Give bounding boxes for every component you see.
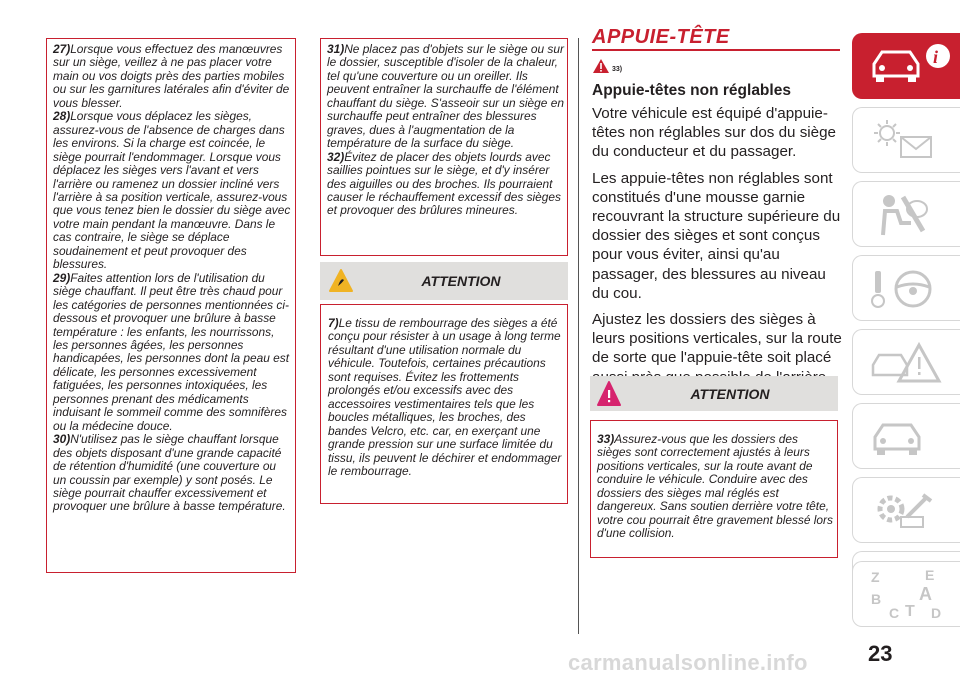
paragraph: Les appuie-têtes non réglables sont constitués d'une mousse garnie recouvrant la structure supérieure du dossier des sièges et sont conçus pour vous éviter, ainsi qu'au passager, des blessures au niveau du cou. <box>592 169 841 302</box>
section-title: APPUIE-TÊTE <box>592 26 730 48</box>
note-text: Lorsque vous effectuez des manœuvres sur un siège, veillez à ne pas placer votre main ou vos doigts près des parties mobiles ou sur les garnitures latérales afin d'éviter de vous blesser. <box>53 42 290 110</box>
note-28 <box>53 110 292 271</box>
watermark: carmanualsonline.info <box>568 650 808 675</box>
note-text: Lorsque vous déplacez les sièges, assurez-vous de l'absence de charges dans les environs. Si la charge est coincée, le siège pourrait l'endommager. Lorsque vous déplacez les sièges vers l'avant et vers l'arrière ou ramenez un dossier incliné vers l'arrière à sa position verticale, assurez-vous que vous tenez bien le dossier du siège avec votre main pendant la manœuvre. Dans le cas contraire, le siège se déplace soudainement et peut provoquer des blessures. <box>53 109 291 272</box>
index-letters-icon <box>867 566 947 622</box>
index-letter: D <box>931 605 942 621</box>
note-text: Assurez-vous que les dossiers des sièges sont correctement ajustés à leurs positions verticales, sur la route avant de conduire le véhicule. Conduire avec des dossiers des sièges mal réglés est dangereux. Sans soutien derrière votre tête, votre cou pourrait être gravement blessé lors d'une collision. <box>597 432 833 541</box>
svg-text:i: i <box>933 47 939 67</box>
airbag-safety-icon <box>867 191 947 239</box>
page-number: 23 <box>868 641 893 666</box>
index-letter: C <box>889 605 900 621</box>
index-letter: E <box>925 567 935 583</box>
tab-index[interactable] <box>852 561 960 627</box>
note-number: 28) <box>53 109 71 124</box>
attention-note-7 <box>328 317 563 478</box>
note-text: N'utilisez pas le siège chauffant lorsque des objets disposant d'une grande capacité de rétention d'humidité (une couverture ou un coussin par exemple) y sont posés. Le siège pourrait chauffer excessivement et provoquer une brûlure à basse température. <box>53 432 286 514</box>
note-27 <box>53 43 292 110</box>
note-number: 30) <box>53 432 71 447</box>
warning-icon <box>328 268 354 294</box>
note-number: 7) <box>328 316 339 330</box>
tab-maintenance[interactable] <box>852 403 960 469</box>
index-letter: A <box>919 584 932 604</box>
body-text <box>592 104 842 413</box>
tab-driving[interactable] <box>852 255 960 321</box>
car-info-icon <box>866 42 956 90</box>
tab-dashboard-lights[interactable] <box>852 107 960 173</box>
attention-title: ATTENTION <box>690 385 770 402</box>
paragraph: Ajustez les dossiers des sièges à leurs positions verticales, sur la route de sorte que l'appuie-tête soit placé <box>592 311 842 367</box>
index-letter: B <box>871 591 882 607</box>
note-number: 29) <box>53 270 71 285</box>
attention-title: ATTENTION <box>421 273 501 289</box>
notes-box-middle <box>320 38 568 256</box>
dashboard-lights-icon <box>867 117 947 165</box>
subheading: Appuie-têtes non réglables <box>592 82 791 99</box>
attention-body-right <box>590 420 838 558</box>
warning-icon <box>596 380 622 408</box>
note-number: 31) <box>327 42 345 56</box>
note-number: 32) <box>327 149 345 164</box>
tab-emergency[interactable] <box>852 329 960 395</box>
steering-wheel-icon <box>867 265 947 313</box>
index-letter: T <box>905 603 915 620</box>
tab-technical-data[interactable] <box>852 477 960 543</box>
tab-safety[interactable] <box>852 181 960 247</box>
technical-specs-icon <box>867 487 947 535</box>
section-rule <box>592 49 840 51</box>
index-letter: Z <box>871 569 880 585</box>
tab-car-info[interactable] <box>852 33 960 99</box>
note-number: 27) <box>53 42 71 56</box>
note-31 <box>327 43 564 151</box>
attention-body-middle <box>320 304 568 504</box>
danger-icon <box>592 58 610 74</box>
note-29 <box>53 272 292 433</box>
maintenance-car-icon <box>867 413 947 461</box>
note-text: Le tissu de rembourrage des sièges a été conçu pour résister à un usage à long terme résultant d'une utilisation normale du véhicule. Toutefois, certaines précautions sont requises. Évitez les frottements prolongés et/ou excessifs avec des accessoires vestimentaires tels que les boucles métalliques, les broches, des bandes Velcro, etc. car, en exerçant une grande pression sur une surface limitée du tissu, ils peuvent le déchirer et endommager le rembourrage. <box>328 316 562 478</box>
note-30 <box>53 433 292 514</box>
paragraph: Votre véhicule est équipé d'appuie-têtes non réglables sur dos du siège du conducteur et du passager. <box>592 105 837 161</box>
note-reference: 33) <box>612 66 623 73</box>
column-divider <box>578 38 579 634</box>
note-32 <box>327 151 564 218</box>
note-number: 33) <box>597 432 615 446</box>
note-text: Ne placez pas d'objets sur le siège ou sur le dossier, susceptible d'isoler de la chaleur, tel qu'une couverture ou un oreiller. Ils peuvent entraîner la surchauffe de l'élément chauffant du siège. S'asseoir sur un siège en surchauffe peut entraîner des blessures graves, dues à l'augmentation de la température de la surface du siège. <box>327 42 564 151</box>
note-text: Faites attention lors de l'utilisation du siège chauffant. Il peut être très chaud pour les catégories de personnes mentionnées ci-dessous et provoquer une brûlure à basse température : les enfants, les nourrissons, les personnes âgées, les personnes handicapées, les personnes dont la peau est délicate, les personnes excessivement fatiguées, les personnes intoxiquées, les personnes prenant des médicaments induisant le sommeil comme des somnifères ou la médecine douce. <box>53 270 290 433</box>
attention-header-right <box>590 376 838 411</box>
notes-box-left <box>46 38 296 573</box>
attention-header-middle <box>320 262 568 300</box>
note-text: Évitez de placer des objets lourds avec saillies pointues sur le siège, et d'y insérer des aiguilles ou des broches. Ils pourraient causer le réchauffement excessif des sièges et provoquer des brûlures mineures. <box>327 149 561 218</box>
breakdown-triangle-icon <box>867 339 947 387</box>
attention-note-33 <box>597 433 833 541</box>
